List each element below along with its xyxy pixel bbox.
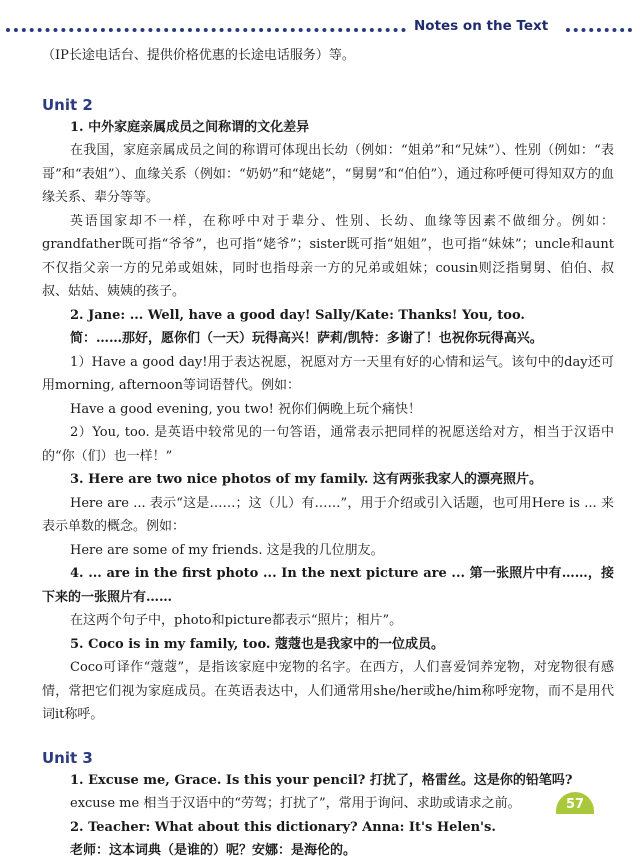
- unit-2-section: [42, 94, 614, 727]
- unit2-note-3-example: Here are some of my friends. 这是我的几位朋友。: [70, 542, 384, 558]
- unit2-note-2-paragraph-2: 2）You, too. 是英语中较常见的一句答语，通常表示把同样的祝愿送给对方，相当于汉语中的“你（们）也一样！”: [42, 425, 614, 464]
- header-dotted-rule-end: [566, 28, 632, 32]
- page-content: [42, 44, 614, 863]
- unit-3-heading: Unit 3: [42, 748, 93, 767]
- unit2-note-1-title: 1. 中外家庭亲属成员之间称谓的文化差异: [70, 119, 310, 135]
- header-title: Notes on the Text: [414, 18, 549, 34]
- intro-line: （IP长途电话台、提供价格优惠的长途电话服务）等。: [42, 48, 355, 63]
- unit2-note-5-paragraph-1: Coco可译作“蔻蔻”，是指该家庭中宠物的名字。在西方，人们喜爱饲养宠物，对宠物很有感情，常把它们视为家庭成员。在英语表达中，人们通常用she/her或he/him称呼宠物，而不是用代词it称呼。: [42, 660, 614, 722]
- page-header: [0, 14, 640, 44]
- unit2-note-4-paragraph-1: 在这两个句子中，photo和picture都表示“照片；相片”。: [70, 613, 403, 628]
- unit2-note-1-paragraph-2: 英语国家却不一样，在称呼中对于辈分、性别、长幼、血缘等因素不做细分。例如：grandfather既可指“爷爷”，也可指“姥爷”；sister既可指“姐姐”，也可指“妹妹”；uncle和aunt不仅指父亲一方的兄弟或姐妹，同时也指母亲一方的兄弟或姐妹；cousin则泛指舅舅、伯伯、叔叔、姑姑、姨姨的孩子。: [42, 213, 614, 299]
- unit-3-section: [42, 747, 614, 863]
- unit2-note-2-title: 2. Jane: ... Well, have a good day! Sally/Kate: Thanks! You, too.: [70, 307, 525, 323]
- unit2-note-2-paragraph-1: 1）Have a good day!用于表达祝愿，祝愿对方一天里有好的心情和运气。该句中的day还可用morning, afternoon等词语替代。例如：: [42, 354, 614, 393]
- unit2-note-2-translation: 简：……那好，愿你们（一天）玩得高兴！萨莉/凯特：多谢了！也祝你玩得高兴。: [70, 331, 543, 346]
- unit2-note-5-title: 5. Coco is in my family, too. 蔻蔻也是我家中的一位成员。: [70, 636, 444, 652]
- unit2-note-1-paragraph-1: 在我国，家庭亲属成员之间的称谓可体现出长幼（例如：“姐弟”和“兄妹”）、性别（例如：“表哥”和“表姐”）、血缘关系（例如：“奶奶”和“姥姥”，“舅舅”和“伯伯”），通过称呼便可得知双方的血缘关系、辈分等等。: [42, 143, 614, 205]
- unit3-note-1-paragraph-1: excuse me 相当于汉语中的“劳驾；打扰了”，常用于询问、求助或请求之前。: [70, 796, 521, 811]
- unit3-note-1-title: 1. Excuse me, Grace. Is this your pencil? 打扰了，格雷丝。这是你的铅笔吗?: [70, 772, 573, 788]
- header-dotted-rule: [6, 28, 406, 32]
- unit-2-heading: Unit 2: [42, 95, 93, 114]
- unit2-note-3-paragraph-1: Here are ... 表示“这是……；这（儿）有……”，用于介绍或引入话题，也可用Here is ... 来表示单数的概念。例如：: [42, 495, 614, 534]
- unit3-note-2-translation: 老师：这本词典（是谁的）呢？安娜：是海伦的。: [70, 843, 357, 858]
- unit2-note-2-example: Have a good evening, you two! 祝你们俩晚上玩个痛快！: [70, 401, 422, 417]
- unit2-note-4-title: 4. ... are in the first photo ... In the next picture are ... 第一张照片中有……，接下来的一张照片有……: [42, 566, 614, 605]
- unit2-note-3-title: 3. Here are two nice photos of my family. 这有两张我家人的漂亮照片。: [70, 472, 542, 487]
- unit3-note-2-title: 2. Teacher: What about this dictionary? Anna: It's Helen's.: [70, 819, 496, 835]
- page-number-badge: 57: [556, 792, 594, 814]
